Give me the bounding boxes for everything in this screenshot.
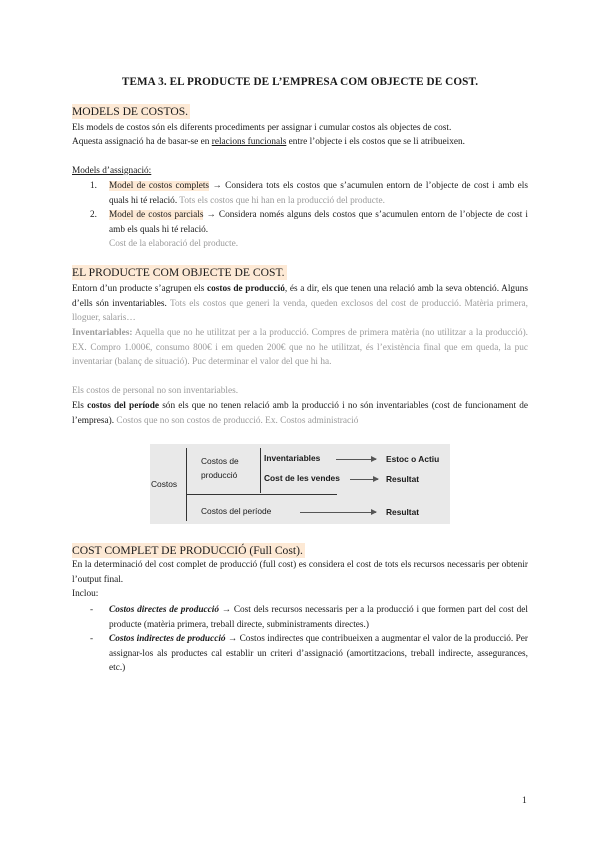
text-segment: Entorn d’un producte s’agrupen els bbox=[72, 284, 207, 294]
diagram-label-resultat-1: Resultat bbox=[386, 474, 420, 484]
paragraph-assignacio bbox=[72, 135, 528, 150]
bold-term: Inventariables: bbox=[72, 328, 133, 338]
item-text: → Cost dels recursos necessaris per a la producció i que formen part del cost del producte (matèria primera, treball directe, subministraments directes.) bbox=[109, 605, 528, 630]
bold-italic-term: Costos indirectes de producció bbox=[109, 634, 226, 644]
paragraph-inventariables bbox=[72, 326, 528, 370]
diagram-label-produccio: producció bbox=[201, 470, 238, 480]
gray-note: Tots els costos que hi han en la producció del producte. bbox=[177, 195, 385, 206]
diagram-label-cost-vendes: Cost de les vendes bbox=[264, 473, 340, 483]
paragraph-costos-periode bbox=[72, 399, 528, 428]
text-segment: Aquesta assignació ha de basar-se en bbox=[72, 137, 212, 147]
list-number-2: 2. bbox=[90, 210, 97, 220]
arrow-right-icon bbox=[336, 459, 376, 460]
subheading-models-assignacio: Models d’assignació: bbox=[72, 166, 152, 176]
gray-note: Tots els costos que generi la venda, queden exclosos del cost de producció. Matèria primera, lloguer, salaris… bbox=[72, 298, 529, 324]
diagram-label-costos-de: Costos de bbox=[201, 456, 239, 466]
text-inclou: Inclou: bbox=[72, 589, 99, 599]
note-costos-personal: Els costos de personal no son inventariables. bbox=[72, 386, 239, 396]
diagram-bracket-produccio bbox=[260, 448, 261, 493]
arrow-right-icon bbox=[300, 512, 376, 513]
highlight-costos-complets: Model de costos complets bbox=[109, 181, 210, 191]
diagram-label-inventariables: Inventariables bbox=[264, 453, 321, 463]
item-text: Considera només alguns dels costos que s’acumulen entorn de l’objecte de cost i amb els quals hi té relació. bbox=[109, 210, 529, 235]
bold-term: costos de producció bbox=[206, 284, 285, 294]
bold-italic-term: Costos directes de producció bbox=[109, 605, 220, 615]
diagram-separator bbox=[187, 494, 337, 495]
paragraph-models-definition: Els models de costos són els diferents procediments per assignar i cumular costos als objectes de cost. bbox=[72, 123, 452, 133]
item-text: Considera tots els costos que s’acumulen entorn de l’objecte de cost i amb els quals hi té relació. bbox=[109, 181, 528, 206]
paragraph-costos-produccio bbox=[72, 282, 528, 326]
text-segment: , és a dir, els que tenen una relació amb la seva obtenció. Alguns d’ells són inventariables. bbox=[72, 284, 528, 309]
underlined-term: relacions funcionals bbox=[211, 137, 287, 147]
gray-note: Costos que no son costos de producció. Ex. Costos administració bbox=[114, 415, 359, 426]
text-segment: Els bbox=[72, 401, 88, 411]
arrow-text: → bbox=[209, 181, 226, 191]
paragraph-full-cost: En la determinació del cost complet de producció (full cost) es considera el cost de tots els recursos necessaris per obtenir l’output final. bbox=[72, 560, 528, 585]
highlight-costos-parcials: Model de costos parcials bbox=[109, 210, 204, 220]
bold-term: costos del període bbox=[87, 401, 160, 411]
gray-note-elaboracio: Cost de la elaboració del producte. bbox=[109, 239, 239, 249]
heading-models-de-costos: MODELS DE COSTOS. bbox=[72, 105, 189, 118]
text-segment: entre l’objecte i els costos que se li atribueixen. bbox=[286, 137, 465, 147]
arrow-right-icon bbox=[350, 479, 378, 480]
list-item-costos-complets bbox=[109, 179, 528, 208]
diagram-label-estoc: Estoc o Actiu bbox=[386, 454, 440, 464]
bullet-dash-1: - bbox=[90, 605, 94, 615]
item-text: → Costos indirectes que contribueixen a augmentar el valor de la producció. Per assignar-los als productes cal establir un criteri d’assignació (amortitzacions, treball indirecte, assegurances, etc.) bbox=[109, 634, 528, 674]
text-segment: són els que no tenen relació amb la producció i no són inventariables (cost de funcionament de l’empresa). bbox=[72, 401, 528, 426]
cost-classification-diagram bbox=[150, 444, 450, 524]
list-number-1: 1. bbox=[90, 181, 97, 191]
list-item-costos-parcials bbox=[109, 208, 528, 237]
page-number: 1 bbox=[522, 796, 527, 806]
diagram-label-costos: Costos bbox=[151, 479, 178, 489]
heading-cost-complet: COST COMPLET DE PRODUCCIÓ (Full Cost). bbox=[72, 544, 303, 557]
arrow-text: → bbox=[203, 210, 219, 220]
heading-producte-objecte-cost: EL PRODUCTE COM OBJECTE DE COST. bbox=[72, 266, 285, 279]
diagram-bracket-costos bbox=[186, 448, 187, 521]
diagram-label-resultat-2: Resultat bbox=[386, 507, 420, 517]
list-item-costos-directes bbox=[109, 603, 528, 632]
diagram-label-costos-periode: Costos del període bbox=[201, 506, 272, 516]
gray-note: Aquella que no he utilitzat per a la producció. Compres de primera matèria (no utilitzar a la producció). EX. Compro 1.000€, consumo 800€ i em queden 200€ que no he utilitzat, és l’existència final que em queda, la puc inventariar (balanç de situació). Puc determinar el valor del que hi ha. bbox=[72, 328, 528, 368]
document-title: TEMA 3. EL PRODUCTE DE L’EMPRESA COM OBJECTE DE COST. bbox=[121, 76, 479, 88]
bullet-dash-2: - bbox=[90, 634, 94, 644]
list-item-costos-indirectes bbox=[109, 632, 528, 676]
